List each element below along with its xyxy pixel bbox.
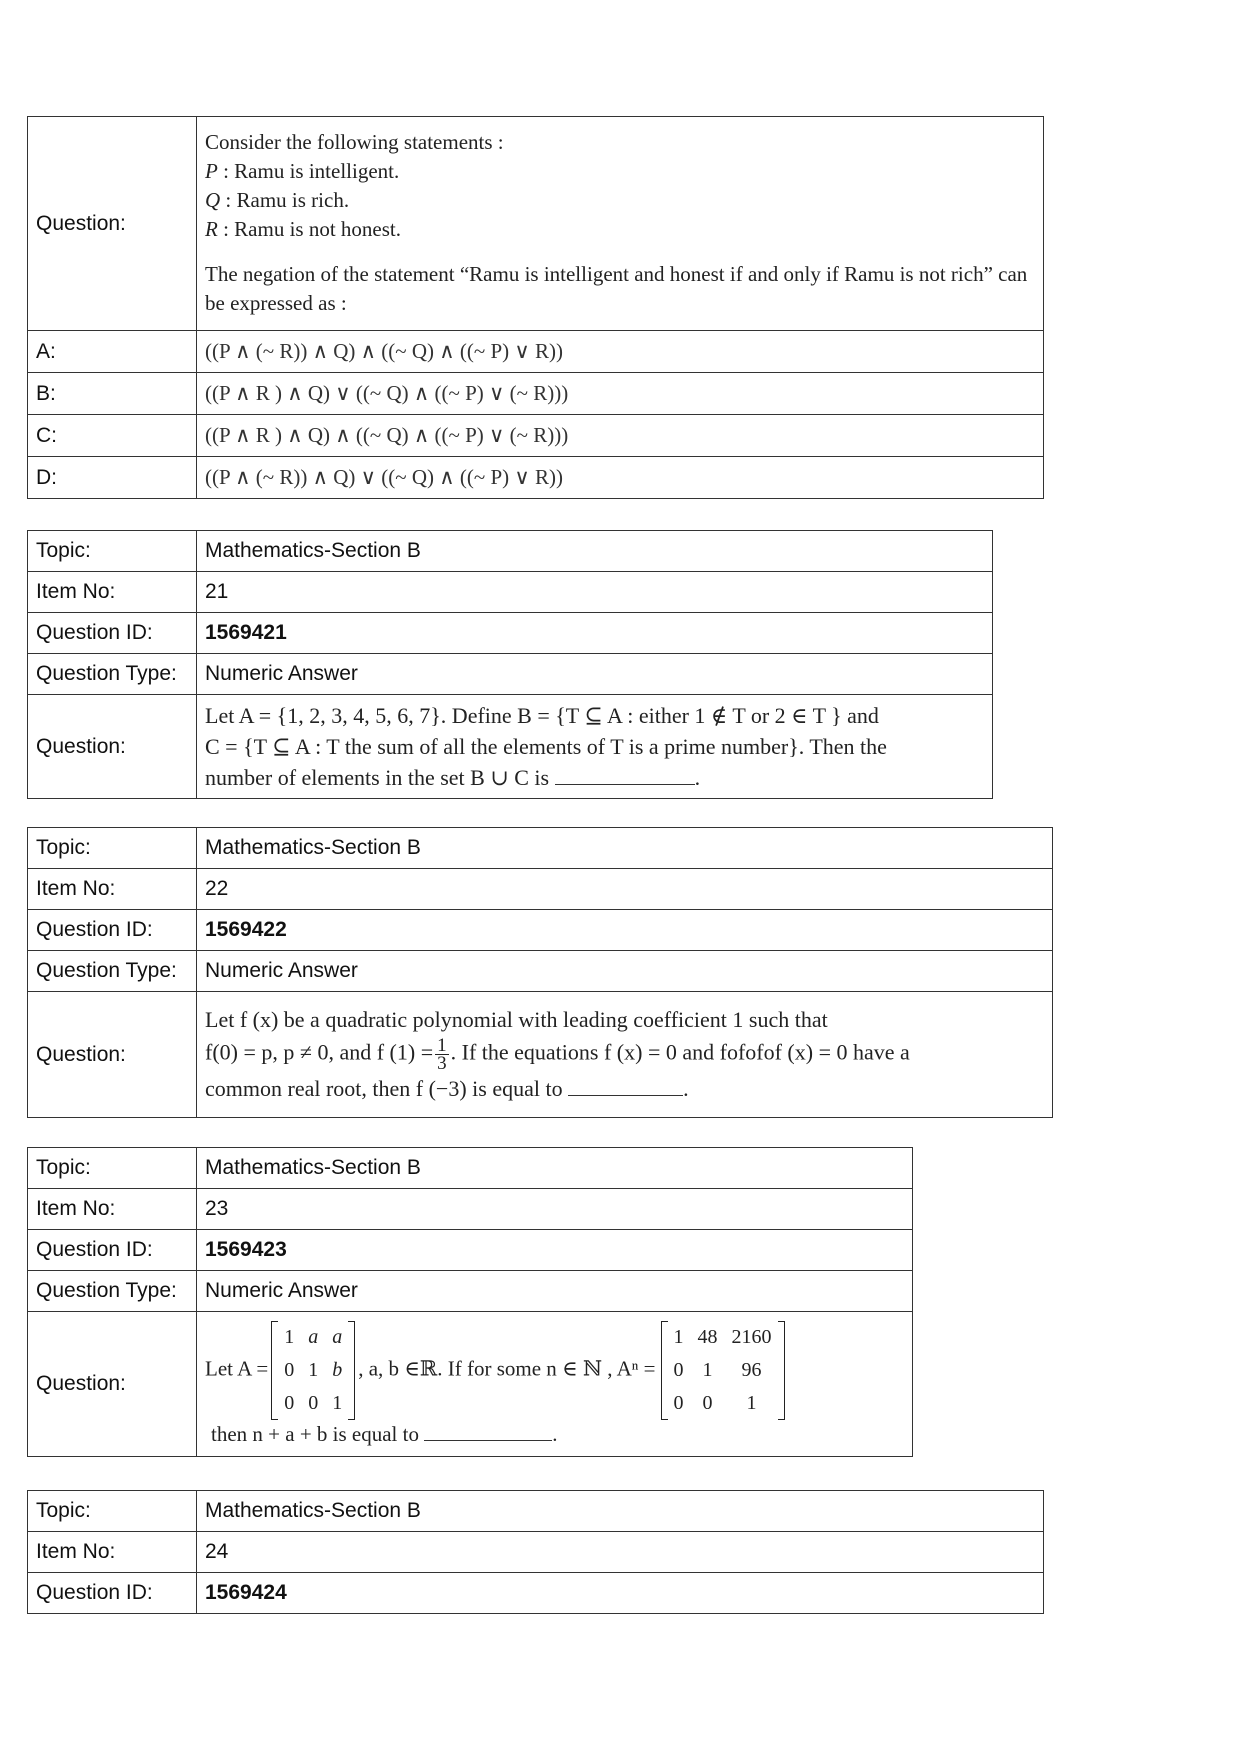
question-id-label: Question ID: (28, 910, 197, 951)
question-label: Question: (28, 992, 197, 1118)
statement-intro: Consider the following statements : (205, 129, 504, 154)
question-type-label: Question Type: (28, 1271, 197, 1312)
question-table-24 (27, 1490, 1044, 1614)
question-id-label: Question ID: (28, 1573, 197, 1614)
topic-value: Mathematics-Section B (197, 1148, 913, 1189)
question-line-3: number of elements in the set B ∪ C is . (205, 765, 701, 790)
question-table-20 (27, 116, 1044, 499)
option-d-text: ((P ∧ (~ R)) ∧ Q) ∨ ((~ Q) ∧ ((~ P) ∨ R)) (197, 457, 1044, 499)
question-id-value: 1569421 (197, 613, 993, 654)
topic-label: Topic: (28, 1148, 197, 1189)
topic-value: Mathematics-Section B (197, 1491, 1044, 1532)
topic-label: Topic: (28, 531, 197, 572)
question-type-label: Question Type: (28, 951, 197, 992)
option-c-text: ((P ∧ R ) ∧ Q) ∧ ((~ Q) ∧ ((~ P) ∨ (~ R))) (197, 415, 1044, 457)
topic-label: Topic: (28, 1491, 197, 1532)
option-a-label: A: (28, 331, 197, 373)
answer-blank (555, 766, 695, 785)
option-d-label: D: (28, 457, 197, 499)
statement-p: P : Ramu is intelligent. (205, 158, 400, 183)
statement-r: R : Ramu is not honest. (205, 216, 401, 241)
question-table-23 (27, 1147, 913, 1457)
item-no-label: Item No: (28, 1189, 197, 1230)
question-type-label: Question Type: (28, 654, 197, 695)
option-a-text: ((P ∧ (~ R)) ∧ Q) ∧ ((~ Q) ∧ ((~ P) ∨ R)) (197, 331, 1044, 373)
question-table-22 (27, 827, 1053, 1118)
question-line-2: f(0) = p, p ≠ 0, and f (1) = $\frac{1}{3}$ . If the equations f (x) = 0 and fofofof (x) = 0 have a (205, 1035, 910, 1074)
question-line-2: C = {T ⊆ A : T the sum of all the elements of T is a prime number}. Then the (205, 734, 887, 759)
question-text (197, 1312, 913, 1457)
question-id-value: 1569423 (197, 1230, 913, 1271)
item-no-value: 23 (197, 1189, 913, 1230)
question-type-value: Numeric Answer (197, 1271, 913, 1312)
item-no-label: Item No: (28, 869, 197, 910)
matrix-a: 1 a a 0 1 b 0 0 1 (271, 1321, 355, 1420)
fraction-one-third: $\frac{1}{3}$ (437, 1035, 447, 1074)
question-label: Question: (28, 117, 197, 331)
option-c-label: C: (28, 415, 197, 457)
option-b-label: B: (28, 373, 197, 415)
item-no-label: Item No: (28, 572, 197, 613)
topic-value: Mathematics-Section B (197, 828, 1053, 869)
question-type-value: Numeric Answer (197, 951, 1053, 992)
question-line-1: Let A = 1 a a 0 1 b 0 0 1 , a, b ∈ℝ. If for some n ∈ ℕ , Aⁿ = 1 48 2160 0 1 96 0 0 1 (205, 1321, 904, 1420)
question-line-1: Let A = {1, 2, 3, 4, 5, 6, 7}. Define B = {T ⊆ A : either 1 ∉ T or 2 ∈ T } and (205, 703, 879, 728)
question-label: Question: (28, 695, 197, 799)
option-b-text: ((P ∧ R ) ∧ Q) ∨ ((~ Q) ∧ ((~ P) ∨ (~ R))) (197, 373, 1044, 415)
question-table-21 (27, 530, 993, 799)
question-id-label: Question ID: (28, 613, 197, 654)
question-id-value: 1569424 (197, 1573, 1044, 1614)
question-type-value: Numeric Answer (197, 654, 993, 695)
question-label: Question: (28, 1312, 197, 1457)
topic-label: Topic: (28, 828, 197, 869)
answer-blank (424, 1422, 552, 1441)
question-text (197, 992, 1053, 1118)
question-id-label: Question ID: (28, 1230, 197, 1271)
item-no-label: Item No: (28, 1532, 197, 1573)
question-text (197, 695, 993, 799)
item-no-value: 24 (197, 1532, 1044, 1573)
item-no-value: 22 (197, 869, 1053, 910)
answer-blank (568, 1077, 683, 1096)
question-text (197, 117, 1044, 331)
item-no-value: 21 (197, 572, 993, 613)
topic-value: Mathematics-Section B (197, 531, 993, 572)
statement-q: Q : Ramu is rich. (205, 187, 350, 212)
question-line-2: then n + a + b is equal to . (211, 1421, 558, 1446)
negation-text: The negation of the statement “Ramu is intelligent and honest if and only if Ramu is not rich” can be expressed as : (205, 261, 1028, 315)
question-line-1: Let f (x) be a quadratic polynomial with leading coefficient 1 such that (205, 1007, 828, 1032)
question-id-value: 1569422 (197, 910, 1053, 951)
question-line-3: common real root, then f (−3) is equal to . (205, 1076, 689, 1101)
matrix-a-power-n: 1 48 2160 0 1 96 0 0 1 (661, 1321, 785, 1420)
